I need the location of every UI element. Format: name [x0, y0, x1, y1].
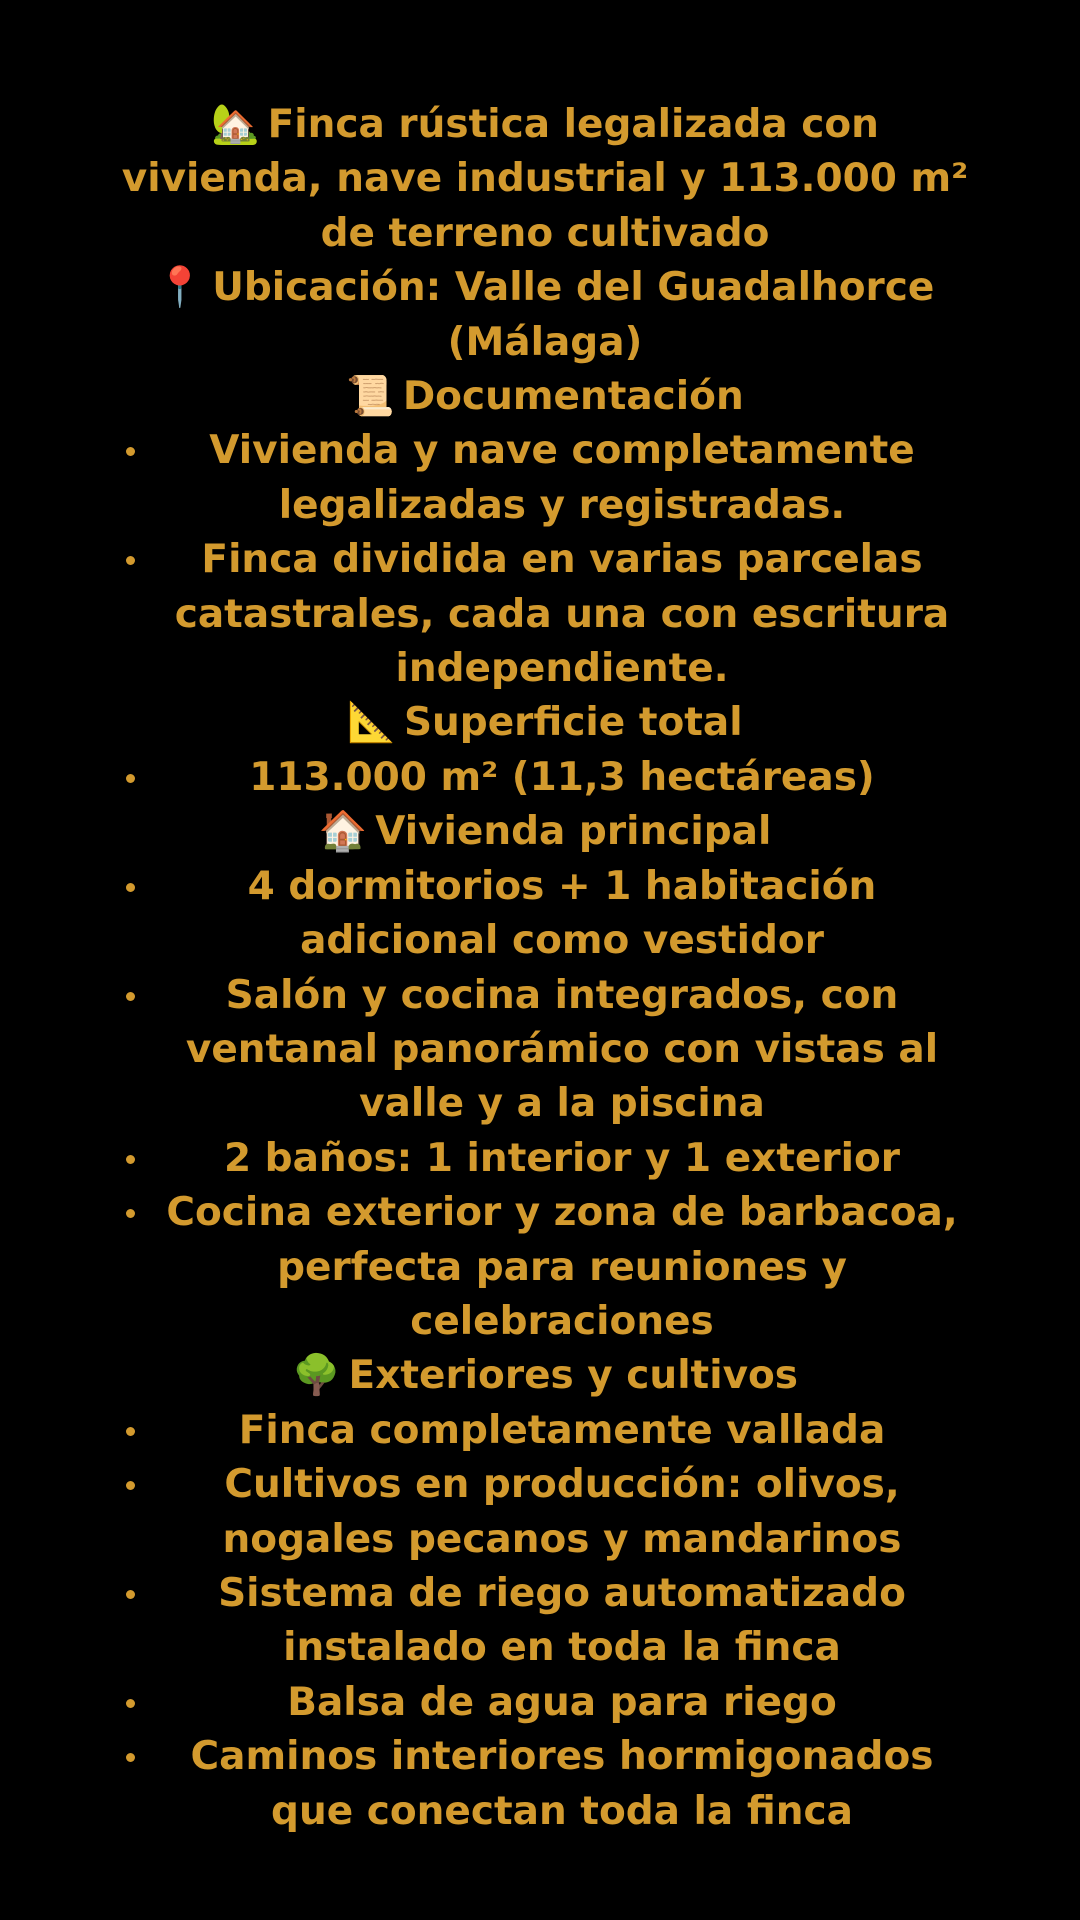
list-item-text: Sistema de riego automatizado instalado en toda la finca: [218, 1570, 906, 1671]
listing-title-text: Finca rústica legalizada con vivienda, nave industrial y 113.000 m² de terreno cultivado: [121, 102, 969, 256]
bullet-dot: [126, 1427, 135, 1436]
listing-description: [120, 98, 970, 1839]
superficie-list: [120, 751, 970, 805]
list-item: [120, 751, 970, 805]
list-item: [120, 1186, 970, 1349]
listing-title: [120, 98, 970, 261]
bullet-dot: [126, 883, 135, 892]
list-item: [120, 1404, 970, 1458]
tree-icon: 🌳: [291, 1353, 341, 1399]
pin-icon: 📍: [155, 265, 205, 311]
section-heading-superficie: [120, 696, 970, 750]
list-item-text: 2 baños: 1 interior y 1 exterior: [223, 1135, 901, 1181]
bullet-dot: [126, 1209, 135, 1218]
exteriores-list: [120, 1404, 970, 1839]
bullet-dot: [126, 774, 135, 783]
location-text: Ubicación: Valle del Guadalhorce (Málaga): [212, 265, 935, 365]
bullet-dot: [126, 992, 135, 1001]
location-line: [120, 261, 970, 370]
bullet-dot: [126, 447, 135, 456]
list-item-text: Balsa de agua para riego: [287, 1679, 837, 1725]
list-item: [120, 860, 970, 969]
section-heading-vivienda: [120, 805, 970, 859]
list-item: [120, 1458, 970, 1567]
bullet-dot: [126, 1590, 135, 1599]
bullet-dot: [126, 1753, 135, 1762]
list-item-text: 4 dormitorios + 1 habitación adicional como vestidor: [247, 863, 877, 964]
bullet-dot: [126, 1699, 135, 1708]
list-item-text: Cocina exterior y zona de barbacoa, perfecta para reuniones y celebraciones: [166, 1190, 958, 1344]
list-item-text: Finca dividida en varias parcelas catastrales, cada una con escritura independiente.: [174, 537, 950, 692]
bullet-dot: [126, 556, 135, 565]
list-item: [120, 1132, 970, 1186]
list-item: [120, 424, 970, 533]
list-item: [120, 533, 970, 696]
list-item-text: Cultivos en producción: olivos, nogales pecanos y mandarinos: [222, 1462, 902, 1562]
section-heading-documentacion: [120, 370, 970, 424]
bullet-dot: [126, 1481, 135, 1490]
list-item-text: Caminos interiores hormigonados que conectan toda la finca: [190, 1734, 934, 1834]
section-title: Superficie total: [403, 700, 743, 746]
house-icon: 🏠: [318, 809, 368, 855]
vivienda-list: [120, 860, 970, 1350]
list-item: [120, 1730, 970, 1839]
list-item-text: Vivienda y nave completamente legalizadas y registradas.: [209, 428, 915, 528]
list-item-text: Salón y cocina integrados, con ventanal panorámico con vistas al valle y a la piscina: [185, 972, 939, 1127]
section-title: Vivienda principal: [375, 809, 772, 855]
list-item: [120, 1567, 970, 1676]
house-garden-icon: 🏡: [211, 102, 260, 147]
list-item-text: 113.000 m² (11,3 hectáreas): [249, 754, 875, 800]
section-title: Documentación: [402, 374, 744, 420]
bullet-dot: [126, 1155, 135, 1164]
section-title: Exteriores y cultivos: [348, 1353, 798, 1399]
list-item-text: Finca completamente vallada: [238, 1407, 886, 1453]
list-item: [120, 969, 970, 1132]
triangular-ruler-icon: 📐: [347, 700, 396, 746]
list-item: [120, 1676, 970, 1730]
section-heading-exteriores: [120, 1349, 970, 1403]
documentacion-list: [120, 424, 970, 696]
scroll-icon: 📜: [346, 374, 395, 420]
